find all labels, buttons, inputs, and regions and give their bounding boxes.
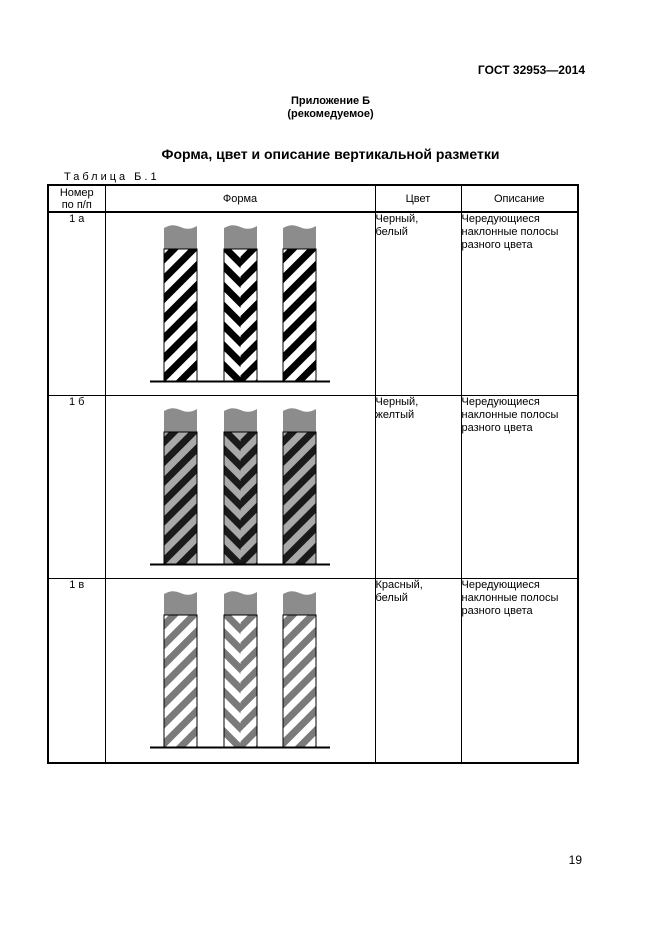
post-top-cap: [164, 225, 197, 249]
row-number: 1 в: [48, 579, 105, 764]
row-color: Черный, белый: [375, 212, 461, 396]
post-top-cap: [283, 408, 316, 432]
post-stripes-right: [240, 432, 257, 564]
post-stripes: [283, 615, 316, 747]
header-color: Цвет: [375, 185, 461, 212]
post-top-cap: [224, 408, 257, 432]
table-header-row: [48, 185, 578, 212]
marking-post: [283, 225, 316, 381]
marking-table: [47, 184, 579, 764]
standard-code: ГОСТ 32953—2014: [477, 63, 585, 77]
post-stripes: [164, 432, 197, 564]
row-number: 1 а: [48, 212, 105, 396]
annex-heading: [0, 95, 661, 121]
post-stripes: [164, 249, 197, 381]
post-stripes-right: [240, 249, 257, 381]
annex-title: Приложение Б: [290, 95, 371, 107]
post-stripes-left: [224, 432, 241, 564]
row-description: Чередующиеся наклонные полосы разного цвета: [461, 396, 578, 579]
post-stripes-right: [240, 615, 257, 747]
annex-subtitle: (рекомедуемое): [287, 108, 374, 120]
marking-post: [224, 408, 257, 564]
row-color: Красный, белый: [375, 579, 461, 764]
posts-illustration: [106, 579, 376, 761]
table-row: [48, 579, 578, 764]
post-top-cap: [283, 591, 316, 615]
post-top-cap: [164, 408, 197, 432]
post-stripes: [283, 432, 316, 564]
marking-post: [283, 591, 316, 747]
table-row: [48, 396, 578, 579]
form-illustration: [105, 396, 375, 579]
row-description: Чередующиеся наклонные полосы разного цвета: [461, 579, 578, 764]
marking-post: [164, 591, 197, 747]
posts-illustration: [106, 213, 376, 395]
post-stripes-left: [224, 249, 241, 381]
table-row: [48, 212, 578, 396]
row-description: Чередующиеся наклонные полосы разного цвета: [461, 212, 578, 396]
post-top-cap: [164, 591, 197, 615]
form-illustration: [105, 579, 375, 764]
page-title: Форма, цвет и описание вертикальной разметки: [161, 146, 500, 162]
post-top-cap: [283, 225, 316, 249]
marking-post: [283, 408, 316, 564]
form-illustration: [105, 212, 375, 396]
row-color: Черный, желтый: [375, 396, 461, 579]
row-number: 1 б: [48, 396, 105, 579]
post-stripes-left: [224, 615, 241, 747]
post-stripes: [283, 249, 316, 381]
table-caption: Таблица Б.1: [64, 171, 160, 183]
header-form: Форма: [105, 185, 375, 212]
header-description: Описание: [461, 185, 578, 212]
post-top-cap: [224, 591, 257, 615]
marking-post: [224, 225, 257, 381]
post-stripes: [164, 615, 197, 747]
posts-illustration: [106, 396, 376, 578]
marking-post: [164, 408, 197, 564]
marking-post: [224, 591, 257, 747]
post-top-cap: [224, 225, 257, 249]
page-number: 19: [568, 853, 582, 867]
marking-post: [164, 225, 197, 381]
header-number: Номер по п/п: [48, 185, 105, 212]
